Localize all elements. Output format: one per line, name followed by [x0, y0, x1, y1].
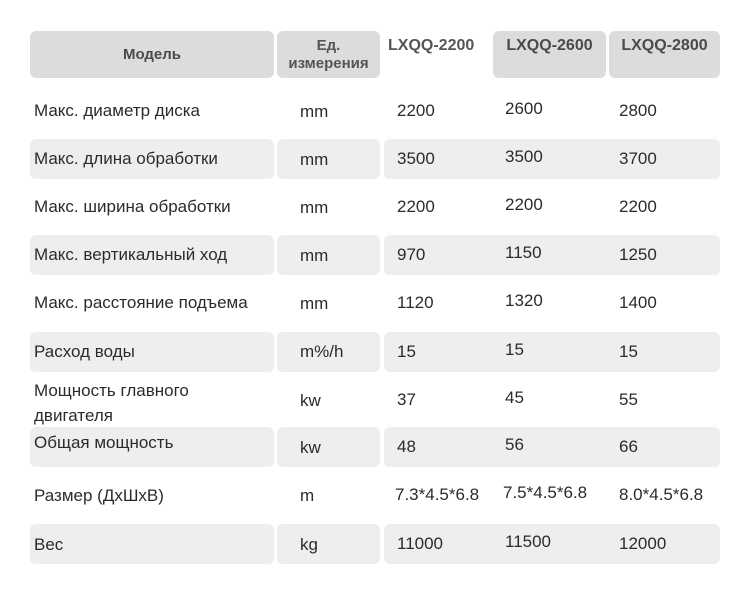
row-5-value-2: 1320	[505, 291, 543, 310]
header-model	[30, 31, 274, 78]
header-model-2-label: LXQQ-2600	[506, 37, 593, 54]
row-2-value-1: 3500	[397, 149, 435, 168]
row-5-value-1: 1120	[397, 293, 434, 312]
row-1-value-2: 2600	[505, 99, 543, 118]
row-2-name: Макс. длина обработки	[34, 149, 218, 168]
row-7-unit: kw	[300, 391, 321, 410]
row-3-value-1: 2200	[397, 197, 435, 216]
header-unit	[277, 31, 380, 78]
row-6-value-2: 15	[505, 340, 524, 359]
row-4-unit: mm	[300, 246, 329, 265]
row-1-value-3: 2800	[619, 101, 657, 120]
row-bg-4-v	[384, 235, 720, 275]
row-9-name: Размер (ДхШхВ)	[34, 486, 164, 505]
row-6-value-1: 15	[397, 342, 416, 361]
row-bg-4-unit	[277, 235, 380, 275]
row-9-value-2: 7.5*4.5*6.8	[503, 483, 588, 502]
row-5-value-3: 1400	[619, 293, 657, 312]
row-bg-6-v	[384, 332, 720, 372]
row-bg-8-unit	[277, 427, 380, 467]
row-10-name: Вес	[34, 535, 64, 554]
header-model-1	[384, 31, 490, 78]
row-bg-8-v	[384, 427, 720, 467]
row-bg-10-unit	[277, 524, 380, 564]
row-8-value-1: 48	[397, 437, 416, 456]
row-7-name: Мощность главного двигателя	[34, 381, 189, 425]
row-6-name: Расход воды	[34, 342, 135, 361]
row-2-unit: mm	[300, 150, 329, 169]
row-8-value-2: 56	[505, 435, 524, 454]
row-7-value-2: 45	[505, 388, 524, 407]
header-model-1-label: LXQQ-2200	[388, 37, 475, 54]
row-6-unit: m%/h	[300, 342, 344, 361]
row-3-value-2: 2200	[505, 195, 543, 214]
row-3-name: Макс. ширина обработки	[34, 197, 231, 216]
row-7-value-1: 37	[397, 390, 416, 409]
row-1-unit: mm	[300, 102, 329, 121]
row-2-value-3: 3700	[619, 149, 657, 168]
row-9-value-1: 7.3*4.5*6.8	[395, 485, 480, 504]
row-10-value-1: 11000	[397, 534, 444, 553]
row-4-value-3: 1250	[619, 245, 657, 264]
row-bg-10	[30, 524, 274, 564]
row-3-unit: mm	[300, 198, 329, 217]
row-8-name: Общая мощность	[34, 433, 174, 452]
header-model-3-label: LXQQ-2800	[621, 37, 708, 54]
row-10-value-2: 11500	[505, 532, 552, 551]
row-8-unit: kw	[300, 438, 321, 457]
row-1-value-1: 2200	[397, 101, 435, 120]
row-5-name: Макс. расстояние подъема	[34, 293, 248, 312]
row-3-value-3: 2200	[619, 197, 657, 216]
row-9-value-3: 8.0*4.5*6.8	[619, 485, 704, 504]
header-model-label: Модель	[122, 45, 182, 63]
row-4-value-1: 970	[397, 245, 426, 264]
header-unit-label: Ед. измерения	[288, 36, 369, 72]
row-bg-2-unit	[277, 139, 380, 179]
row-4-value-2: 1150	[505, 243, 542, 262]
row-9-unit: m	[300, 486, 315, 505]
row-7-value-3: 55	[619, 390, 638, 409]
header-model-2	[493, 31, 606, 78]
row-1-name: Макс. диаметр диска	[34, 101, 200, 120]
row-2-value-2: 3500	[505, 147, 543, 166]
row-5-unit: mm	[300, 294, 329, 313]
row-8-value-3: 66	[619, 437, 638, 456]
row-4-name: Макс. вертикальный ход	[34, 245, 228, 264]
row-10-unit: kg	[300, 535, 318, 554]
header-model-3	[609, 31, 720, 78]
row-10-value-3: 12000	[619, 534, 667, 553]
row-6-value-3: 15	[619, 342, 638, 361]
